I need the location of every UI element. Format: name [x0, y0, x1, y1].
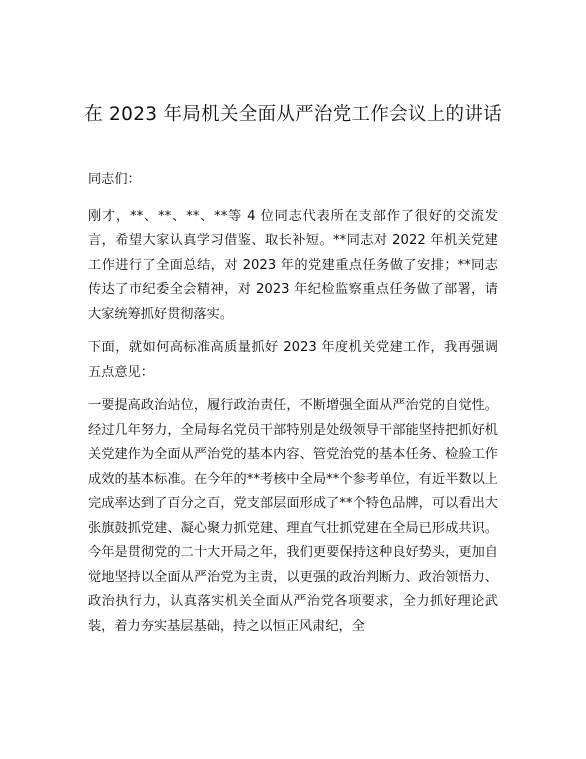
document-body [88, 168, 498, 648]
document-title: 在 2023 年局机关全面从严治党工作会议上的讲话 [84, 104, 502, 125]
salutation: 同志们： [88, 172, 141, 187]
paragraph-transition: 下面，就如何高标准高质量抓好 2023 年度机关党建工作，我再强调五点意见： [88, 340, 498, 380]
paragraph-point-one: 一要提高政治站位，履行政治责任，不断增强全面从严治党的自觉性。经过几年努力，全局每名党员干部特别是处级领导干部能坚持把抓好机关党建作为全面从严治党的基本内容、管党治党的基本任务、检验工作成效的基本标准。在今年的**考核中全局**个参考单位，有近半数以上完成率达到了百分之百，党支部层面形成了**个特色品牌，可以看出大张旗鼓抓党建、凝心聚力抓党建、理直气壮抓党建在全局已形成共识。今年是贯彻党的二十大开局之年，我们更要保持这种良好势头，更加自觉地坚持以全面从严治党为主责，以更强的政治判断力、政治领悟力、政治执行力，认真落实机关全面从严治党各项要求，全力抓好理论武装，着力夯实基层基础，持之以恒正风肃纪，全 [88, 398, 498, 634]
paragraph-opening: 刚才，**、**、**、**等 4 位同志代表所在支部作了很好的交流发言，希望大家认真学习借鉴、取长补短。**同志对 2022 年机关党建工作进行了全面总结，对 2023 年的党建重点任务做了安排；**同志传达了市纪委全会精神，对 2023 年纪检监察重点任务做了部署，请大家统筹抓好贯彻落实。 [88, 208, 498, 322]
